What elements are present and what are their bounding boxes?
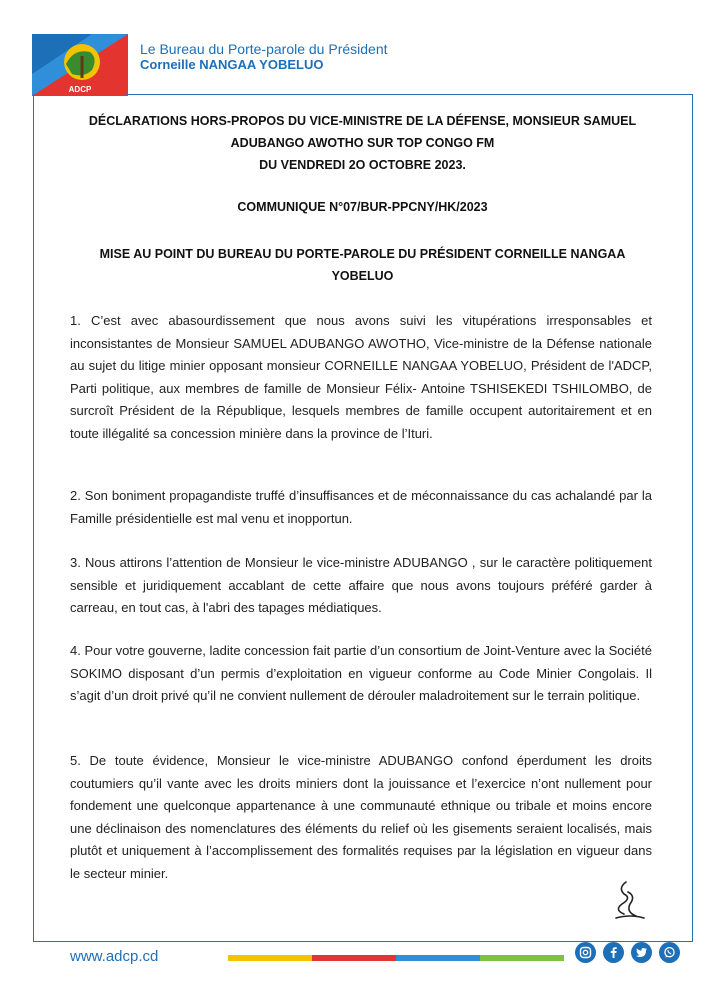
- header-line-2: Corneille NANGAA YOBELUO: [140, 57, 324, 72]
- paragraph-1: 1. C’est avec abasourdissement que nous avons suivi les vitupérations irresponsables et inconsistantes de Monsieur SAMUEL ADUBANGO AWOTHO, Vice-ministre de la Défense nationale au sujet du litige minier opposant monsieur CORNEILLE NANGAA YOBELUO, Président de l'ADCP, Parti politique, aux membres de famille de Monsieur Félix- Antoine TSHISEKEDI TSHILOMBO, de surcroît Président de la République, lesquels membres de famille occupent autoritairement et en toute illégalité sa concession minière dans la province de l’Ituri.: [70, 313, 652, 441]
- website-link[interactable]: www.adcp.cd: [70, 948, 159, 965]
- header-title: [140, 42, 388, 72]
- subheading-line-1: MISE AU POINT DU BUREAU DU PORTE-PAROLE DU PRÉSIDENT CORNEILLE NANGAA: [99, 247, 626, 261]
- stripe-green: [480, 955, 564, 961]
- paragraph-5: 5. De toute évidence, Monsieur le vice-ministre ADUBANGO confond éperdument les droits coutumiers qu’il vante avec les droits miniers dont la jouissance et l’exercice n’ont nullement pour fondement une quelconque appartenance à une communauté ethnique ou tribale et moins encore une déclinaison des nomenclatures des éléments du relief où les gisements seraient localisés, mais plutôt et uniquement à l’accomplissement des formalités requises par la législation en vigueur dans le secteur minier.: [70, 753, 652, 881]
- instagram-icon[interactable]: [575, 942, 596, 963]
- document-heading: [60, 110, 665, 176]
- document-subheading: [60, 243, 665, 287]
- twitter-icon[interactable]: [631, 942, 652, 963]
- stripe-red: [312, 955, 396, 961]
- whatsapp-icon[interactable]: [659, 942, 680, 963]
- paragraph-2: 2. Son boniment propagandiste truffé d’insuffisances et de méconnaissance du cas achalandé par la Famille présidentielle est mal venu et inopportun.: [70, 488, 652, 526]
- social-links: [575, 942, 680, 963]
- communique-number: COMMUNIQUE N°07/BUR-PPCNY/HK/2023: [237, 200, 488, 214]
- footer-color-stripes: [228, 955, 564, 961]
- subheading-line-2: YOBELUO: [331, 269, 394, 283]
- heading-line-2: ADUBANGO AWOTHO SUR TOP CONGO FM: [230, 136, 495, 150]
- facebook-icon[interactable]: [603, 942, 624, 963]
- frame-top-rule: [126, 94, 693, 95]
- paragraph-3: 3. Nous attirons l’attention de Monsieur le vice-ministre ADUBANGO , sur le caractère politiquement sensible et juridiquement accablant de cette affaire que nous avons toujours préféré garder à carreau, en tout cas, à l'abri des tapages médiatiques.: [70, 555, 652, 615]
- stripe-blue: [396, 955, 480, 961]
- stripe-yellow: [228, 955, 312, 961]
- heading-line-3: DU VENDREDI 2O OCTOBRE 2023.: [259, 158, 466, 172]
- heading-line-1: DÉCLARATIONS HORS-PROPOS DU VICE-MINISTRE DE LA DÉFENSE, MONSIEUR SAMUEL: [88, 114, 637, 128]
- handwritten-signature: [606, 878, 650, 922]
- paragraph-4: 4. Pour votre gouverne, ladite concession fait partie d’un consortium de Joint-Venture avec la Société SOKIMO disposant d’un permis d’exploitation en vigueur conforme au Code Minier Congolais. Il s’agit d’un droit privé qu’il ne convient nullement de dérouler maladroitement sur le terrain politique.: [70, 643, 652, 703]
- logo-text: ADCP: [68, 85, 92, 94]
- header-line-1: Le Bureau du Porte-parole du Président: [140, 41, 388, 57]
- adcp-logo: [32, 34, 128, 96]
